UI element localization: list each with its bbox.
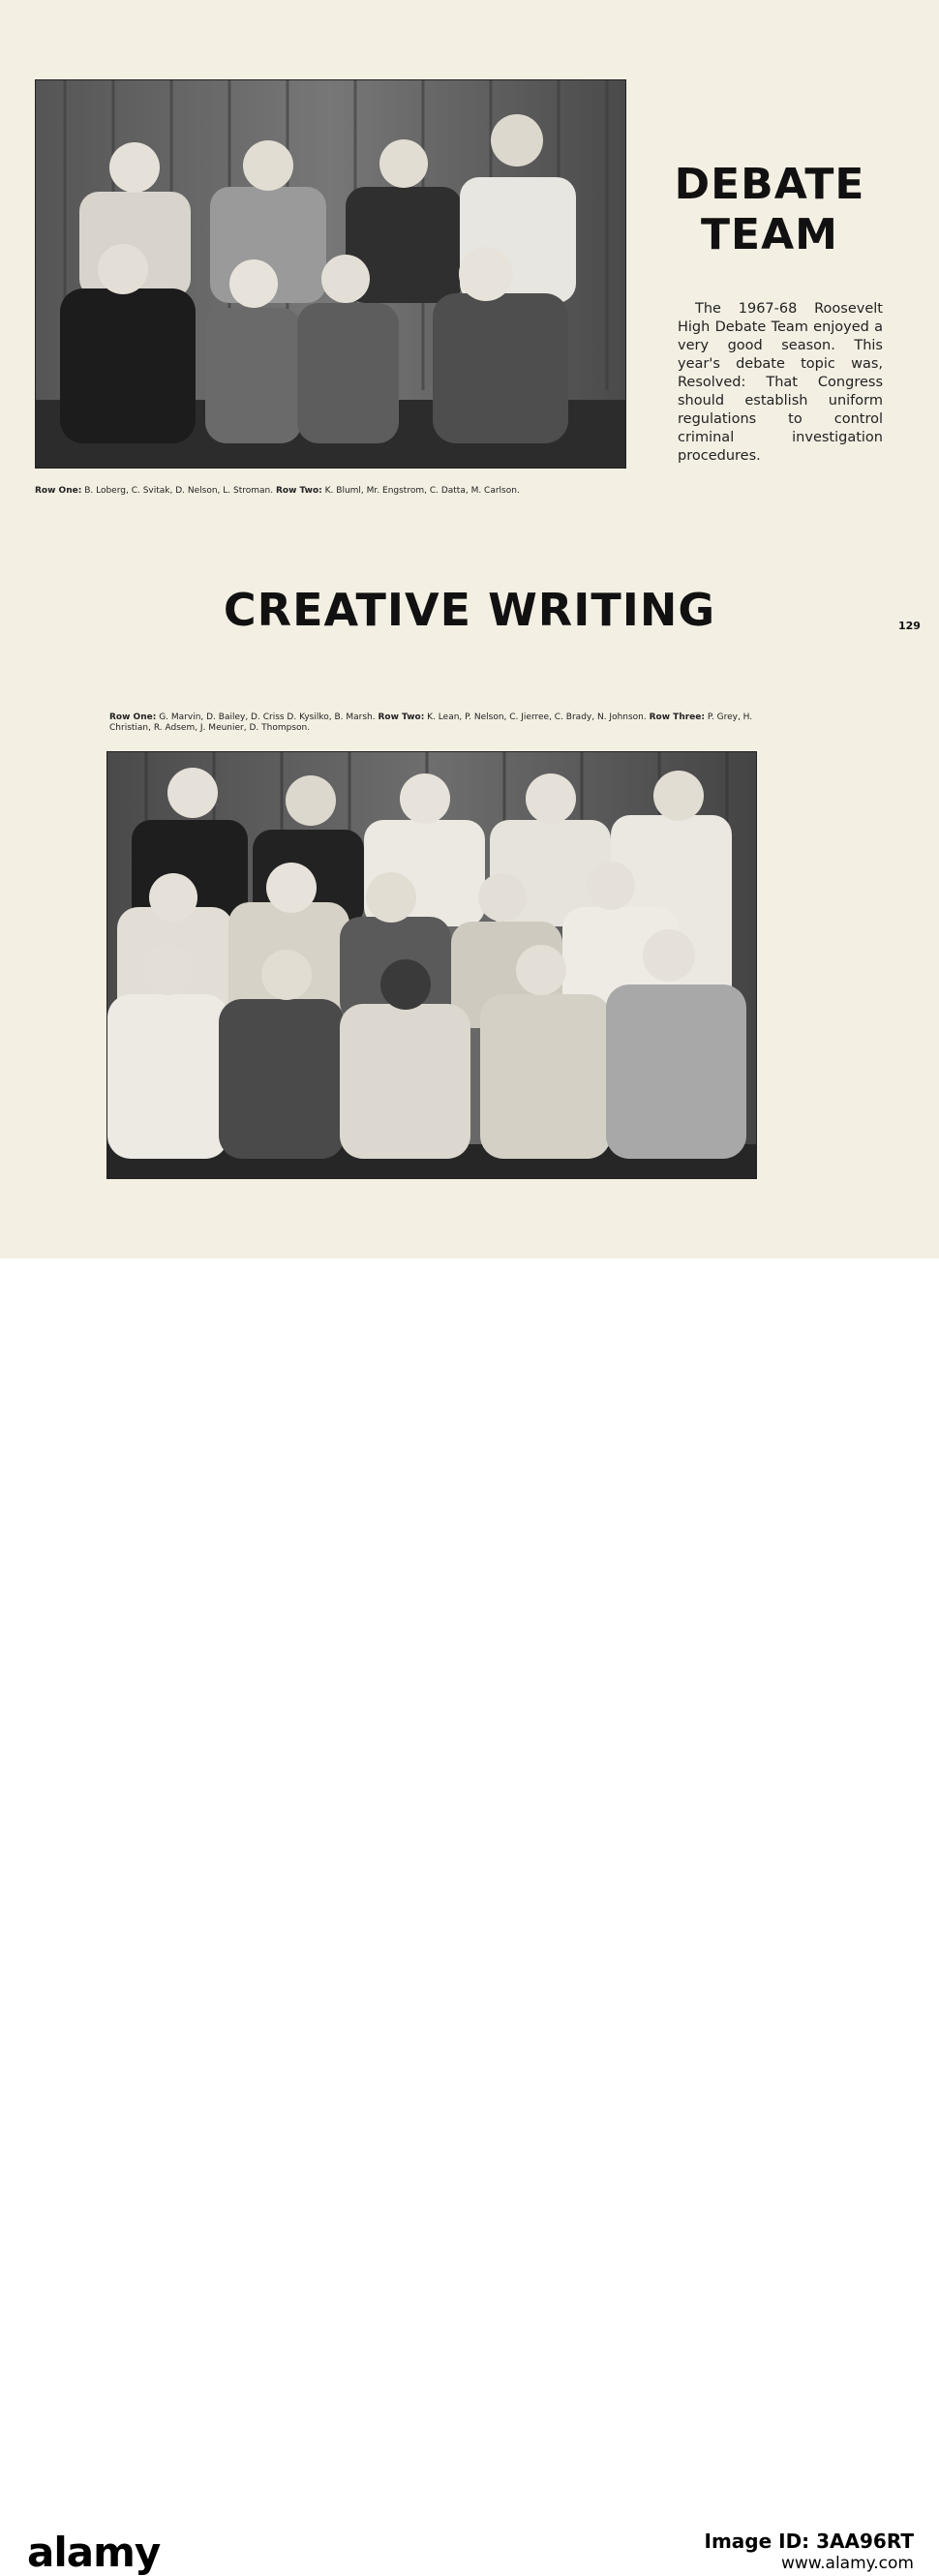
site-url: www.alamy.com [780, 2554, 914, 2573]
cw-row-one-label: Row One: [109, 712, 157, 722]
yearbook-page [0, 0, 939, 1258]
debate-heading-line2: TEAM [701, 210, 838, 259]
debate-row-one-names: B. Loberg, C. Svitak, D. Nelson, L. Stroman. [84, 486, 274, 496]
cw-row-three-names: P. Grey, H. Christian, R. Adsem, J. Meunier, D. Thompson. [109, 712, 753, 733]
debate-row-two-label: Row Two: [275, 486, 322, 496]
debate-team-photo [35, 79, 626, 469]
debate-description: The 1967-68 Roosevelt High Debate Team enjoyed a very good season. This year's debate topic was, Resolved: That Congress should establish uniform regulations to control criminal investigation procedures. [678, 301, 883, 464]
creative-writing-photo [106, 751, 757, 1179]
debate-team-heading [658, 160, 881, 260]
creative-writing-caption [109, 712, 768, 734]
page-number: 129 [898, 620, 921, 632]
stock-footer [0, 1258, 939, 2576]
debate-photo-caption [35, 486, 520, 497]
cw-row-one-names: G. Marvin, D. Bailey, D. Criss D. Kysilko, B. Marsh. [159, 712, 376, 722]
cw-row-two-names: K. Lean, P. Nelson, C. Jierree, C. Brady, N. Johnson. [427, 712, 647, 722]
alamy-logo: alamy [27, 2529, 161, 2576]
cw-row-three-label: Row Three: [649, 712, 705, 722]
creative-writing-heading: CREATIVE WRITING [223, 584, 716, 636]
debate-row-one-label: Row One: [35, 486, 82, 496]
debate-heading-line1: DEBATE [674, 160, 865, 209]
debate-row-two-names: K. Bluml, Mr. Engstrom, C. Datta, M. Carlson. [324, 486, 520, 496]
cw-row-two-label: Row Two: [378, 712, 425, 722]
image-credit [705, 2531, 914, 2575]
image-id: Image ID: 3AA96RT [704, 2530, 914, 2553]
